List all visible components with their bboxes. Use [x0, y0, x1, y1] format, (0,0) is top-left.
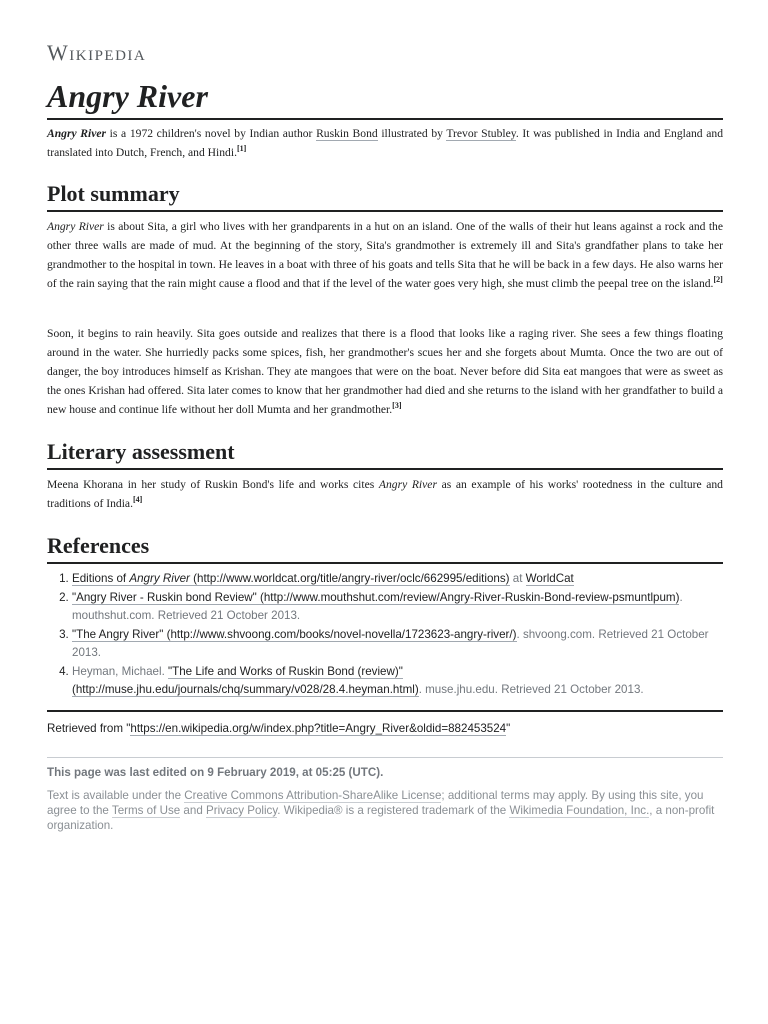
- citation-1[interactable]: [1]: [236, 144, 247, 154]
- reference-item: 4. Heyman, Michael. "The Life and Works of Ruskin Bond (review)" (http://muse.jhu.edu/journals/chq/summary/v028/28.4.heyman.html). muse.jhu.edu. Retrieved 21 October 2013.: [72, 663, 723, 699]
- citation-3[interactable]: [3]: [392, 401, 402, 411]
- references-list: [47, 570, 723, 700]
- reference-item: 3. "The Angry River" (http://www.shvoong.com/books/novel-novella/1723623-angry-river/). shvoong.com. Retrieved 21 October 2013.: [72, 626, 723, 662]
- lead-text-1: is a 1972 children's novel by Indian author: [106, 127, 317, 140]
- cc-license-link[interactable]: Creative Commons Attribution-ShareAlike License: [184, 789, 442, 802]
- literary-paragraph: [47, 475, 723, 513]
- reference-link[interactable]: "The Life and Works of Ruskin Bond (review)" (http://muse.jhu.edu/journals/chq/summary/v028/28.4.heyman.html): [72, 665, 419, 696]
- reference-link[interactable]: Editions of Angry River (http://www.worldcat.org/title/angry-river/oclc/662995/editions): [72, 572, 510, 585]
- illustrator-link[interactable]: Trevor Stubley: [446, 127, 516, 140]
- last-edited-notice: This page was last edited on 9 February 2019, at 05:25 (UTC).: [47, 766, 384, 779]
- lead-paragraph: [47, 124, 723, 162]
- retrieved-from: Retrieved from "https://en.wikipedia.org/w/index.php?title=Angry_River&oldid=882453524": [47, 722, 511, 735]
- lit-text-2: as an example of his works' rootedness in the culture and traditions of India.: [47, 478, 723, 510]
- worldcat-link[interactable]: WorldCat: [525, 572, 574, 585]
- footer-divider: [47, 710, 723, 712]
- license-notice: Text is available under the Creative Commons Attribution-ShareAlike License; additional terms may apply. By using this site, you agree to the Terms of Use and Privacy Policy. Wikipedia® is a registered trademark of the Wikimedia Foundation, Inc., a non-profit organization.: [47, 789, 715, 832]
- citation-2[interactable]: [2]: [713, 275, 723, 285]
- reference-link[interactable]: "Angry River - Ruskin bond Review" (http://www.mouthshut.com/review/Angry-River-Ruskin-Bond-review-psmuntlpum): [72, 591, 680, 604]
- lit-subject: Angry River: [378, 478, 437, 491]
- page-title: Angry River: [47, 76, 723, 120]
- wikipedia-wordmark[interactable]: Wikipedia: [47, 40, 147, 65]
- plot-text-2: Soon, it begins to rain heavily. Sita goes outside and realizes that there is a flood that looks like a raging river. She sees a few things floating around in the water. She hurriedly packs some spices, fish, her grandmother's scues her and she forgets about Mumta. Once the two are out of danger, the boy introduces himself as Krishan. They ate mangoes that were on the boat. Never before did Sita eat mangoes that were as sweet as the ones Krishan had offered. Sita later comes to know that her grandmother had died and she returns to the island with her grandfather to build a new house and continue life without her doll Mumta and her grandmother.: [47, 327, 723, 416]
- citation-4[interactable]: [4]: [132, 495, 143, 505]
- wikimedia-foundation-link[interactable]: Wikimedia Foundation, Inc.: [509, 804, 650, 817]
- author-link[interactable]: Ruskin Bond: [316, 127, 378, 140]
- plot-text-1: is about Sita, a girl who lives with her grandparents in a hut on an island. One of the walls of their hut leans against a rock and the other three walls are made of mud. At the beginning of the story, Sita's grandmother is extremely ill and Sita's grandfather plans to take her grandmother to the hospital in town. He leaves in a boat with three of his goats and tells Sita that he will be back in a few days. He also warns her of the rain saying that the rain might cause a flood and that if the level of the water goes very high, she must climb the peepal tree on the island.: [47, 220, 723, 290]
- reference-item: 1. Editions of Angry River (http://www.worldcat.org/title/angry-river/oclc/662995/editions) at WorldCat: [72, 570, 723, 588]
- plot-subject: Angry River: [47, 220, 104, 233]
- reference-item: 2. "Angry River - Ruskin bond Review" (http://www.mouthshut.com/review/Angry-River-Ruskin-Bond-review-psmuntlpum). mouthshut.com. Retrieved 21 October 2013.: [72, 589, 723, 625]
- terms-of-use-link[interactable]: Terms of Use: [111, 804, 181, 817]
- lead-text-2: illustrated by: [377, 127, 447, 140]
- lit-text-1: Meena Khorana in her study of Ruskin Bond's life and works cites: [47, 478, 379, 491]
- privacy-policy-link[interactable]: Privacy Policy: [206, 804, 278, 817]
- plot-paragraph-2: [47, 324, 723, 419]
- lead-subject: Angry River: [47, 127, 107, 140]
- footer-separator: [47, 757, 723, 758]
- reference-link[interactable]: "The Angry River" (http://www.shvoong.com/books/novel-novella/1723623-angry-river/): [72, 628, 517, 641]
- plot-summary-heading: Plot summary: [47, 180, 723, 212]
- references-heading: References: [47, 532, 723, 564]
- literary-assessment-heading: Literary assessment: [47, 438, 723, 470]
- permanent-link[interactable]: https://en.wikipedia.org/w/index.php?title=Angry_River&oldid=882453524: [130, 722, 507, 735]
- plot-paragraph-1: [47, 217, 723, 293]
- lead-text-3: . It was published in India and England and translated into Dutch, French, and Hindi.: [47, 127, 723, 159]
